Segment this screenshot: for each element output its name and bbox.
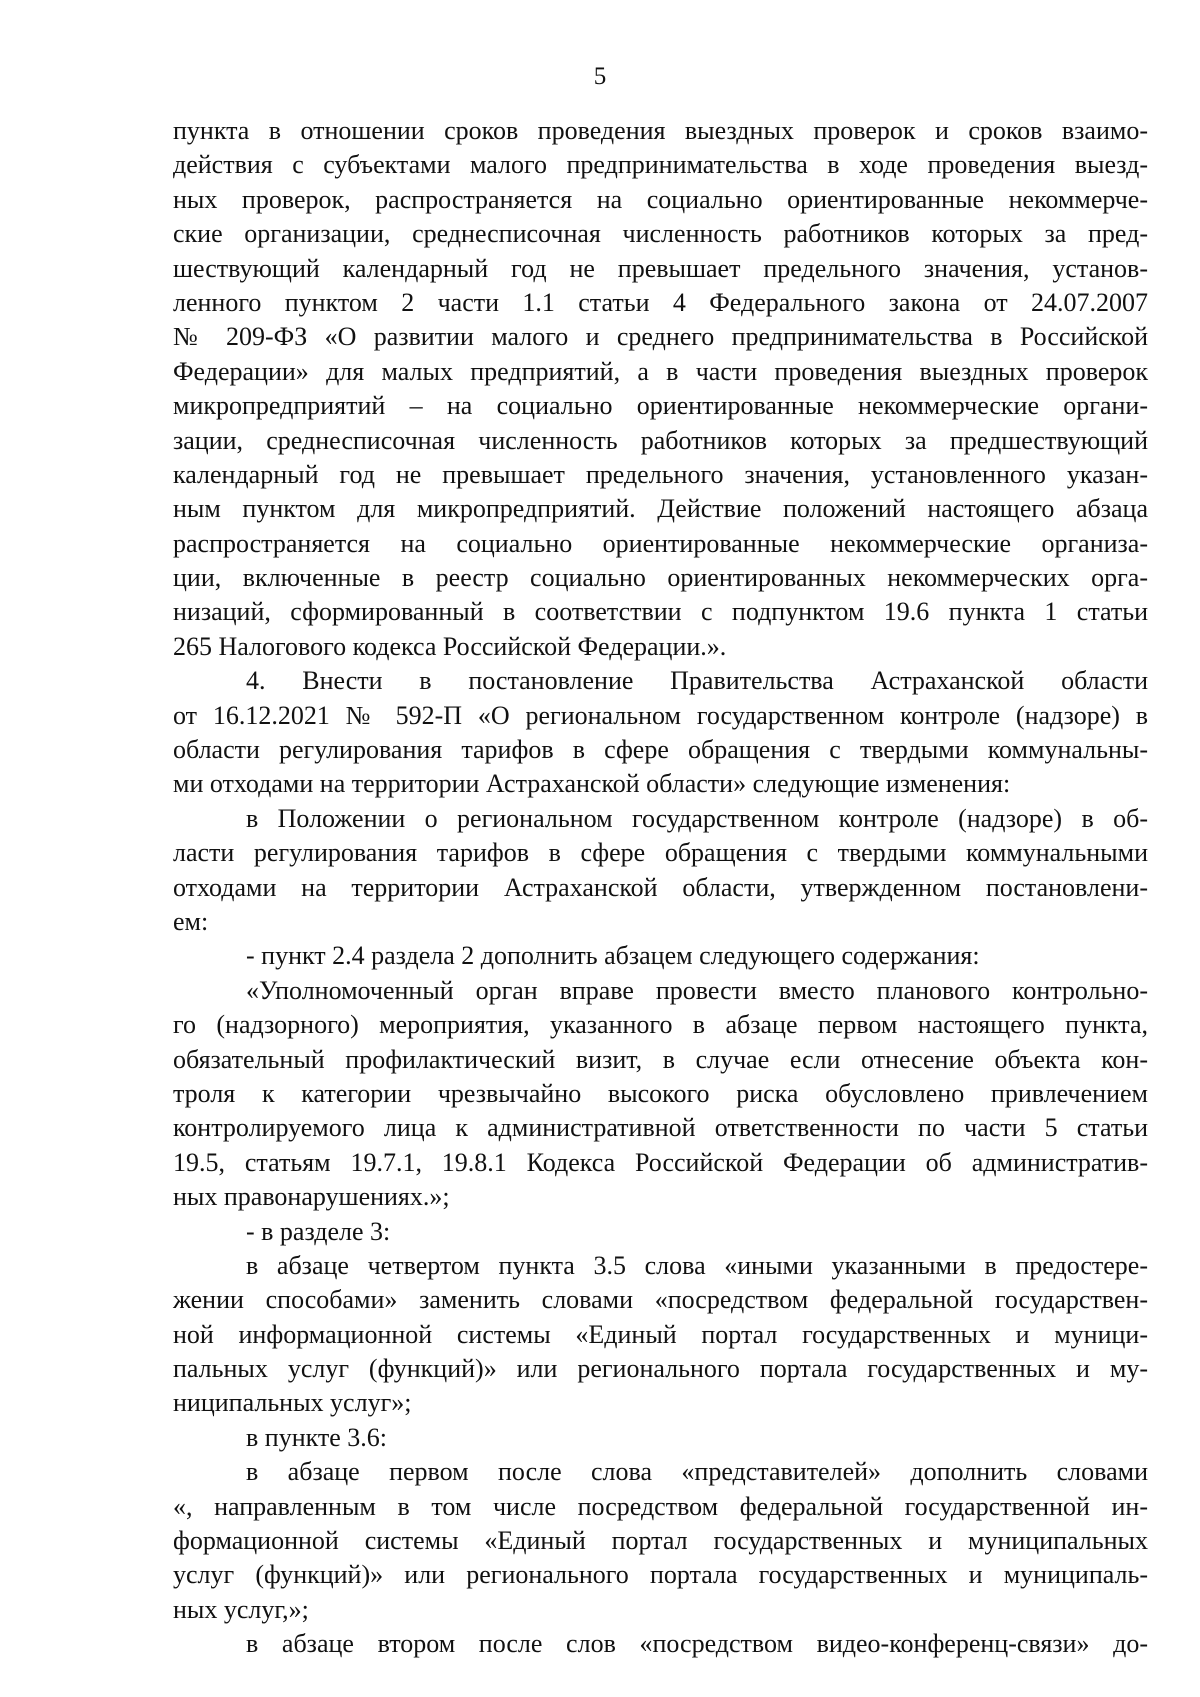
text-line: контролируемого лица к административной ответственности по части 5 статьи [173,1113,1148,1143]
text-line: ми отходами на территории Астраханской области» следующие изменения: [173,769,1011,799]
text-line: отходами на территории Астраханской области, утвержденном постановлени- [173,872,1148,902]
text-line: ем: [173,906,209,936]
text-line: ниципальных услуг»; [173,1388,412,1418]
text-line: го (надзорного) мероприятия, указанного в абзаце первом настоящего пункта, [173,1010,1148,1040]
text-line: ласти регулирования тарифов в сфере обращения с твердыми коммунальными [173,838,1148,868]
text-line: ных правонарушениях.»; [173,1182,450,1212]
text-line: шествующий календарный год не превышает предельного значения, установ- [173,253,1148,283]
text-line: в абзаце втором после слов «посредством видео-конференц-связи» до- [246,1629,1148,1659]
text-line: в абзаце четвертом пункта 3.5 слова «иными указанными в предостере- [246,1250,1148,1280]
text-line: ции, включенные в реестр социально ориентированных некоммерческих орга- [173,563,1148,593]
text-line: ленного пунктом 2 части 1.1 статьи 4 Федерального закона от 24.07.2007 [173,287,1148,317]
text-line: календарный год не превышает предельного значения, установленного указан- [173,459,1148,489]
text-line: действия с субъектами малого предпринимательства в ходе проведения выезд- [173,150,1148,180]
text-line: - в разделе 3: [246,1216,391,1246]
text-line: жении способами» заменить словами «посредством федеральной государствен- [173,1285,1148,1315]
text-line: в Положении о региональном государственном контроле (надзоре) в об- [246,803,1148,833]
text-line: 19.5, статьям 19.7.1, 19.8.1 Кодекса Российской Федерации об административ- [173,1147,1148,1177]
text-line: в абзаце первом после слова «представителей» дополнить словами [246,1457,1148,1487]
text-line: Федерации» для малых предприятий, а в части проведения выездных проверок [173,356,1148,386]
text-line: услуг (функций)» или регионального портала государственных и муниципаль- [173,1560,1148,1590]
text-line: ной информационной системы «Единый портал государственных и муници- [173,1319,1148,1349]
text-line: ным пунктом для микропредприятий. Действие положений настоящего абзаца [173,494,1148,524]
text-line: ных услуг,»; [173,1594,309,1624]
text-line: ские организации, среднесписочная численность работников которых за пред- [173,219,1148,249]
text-line: распространяется на социально ориентированные некоммерческие организа- [173,528,1148,558]
text-line: пункта в отношении сроков проведения выездных проверок и сроков взаимо- [173,116,1148,145]
text-line: формационной системы «Единый портал государственных и муниципальных [173,1526,1148,1556]
page-number: 5 [593,63,607,90]
text-line: № 209-ФЗ «О развитии малого и среднего предпринимательства в Российской [173,322,1148,352]
text-line: низаций, сформированный в соответствии с подпунктом 19.6 пункта 1 статьи [173,597,1148,627]
text-line: от 16.12.2021 № 592-П «О региональном государственном контроле (надзоре) в [173,700,1148,730]
text-line: 265 Налогового кодекса Российской Федерации.». [173,631,727,661]
text-line: «Уполномоченный орган вправе провести вместо планового контрольно- [246,975,1148,1005]
document-body [173,114,1148,1662]
text-line: области регулирования тарифов в сфере обращения с твердыми коммунальны- [173,735,1148,765]
text-line: - пункт 2.4 раздела 2 дополнить абзацем следующего содержания: [246,941,980,971]
text-line: микропредприятий – на социально ориентированные некоммерческие органи- [173,391,1148,421]
text-line: 4. Внести в постановление Правительства Астраханской области [246,666,1148,696]
text-line: троля к категории чрезвычайно высокого риска обусловлено привлечением [173,1078,1148,1108]
text-line: «, направленным в том числе посредством федеральной государственной ин- [173,1491,1148,1521]
text-line: в пункте 3.6: [246,1422,388,1452]
text-line: обязательный профилактический визит, в случае если отнесение объекта кон- [173,1044,1148,1074]
text-line: ных проверок, распространяется на социально ориентированные некоммерче- [173,184,1148,214]
text-line: зации, среднесписочная численность работников которых за предшествующий [173,425,1148,455]
text-line: пальных услуг (функций)» или регионального портала государственных и му- [173,1354,1148,1384]
